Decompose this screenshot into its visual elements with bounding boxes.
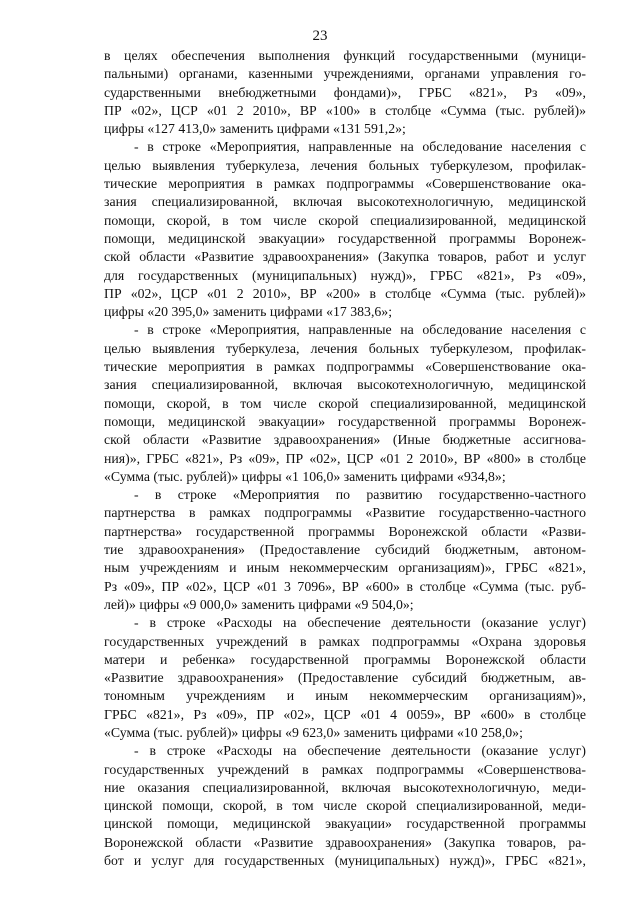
text-line: ным учреждениям и иным некоммерческим организациям)», ГРБС «821»,: [104, 560, 586, 576]
text-line: государственных учреждений в рамках подпрограммы «Охрана здоровья: [104, 633, 586, 649]
paragraph-first-line: - в строке «Мероприятия, направленные на обследование населения с: [134, 322, 586, 338]
text-line: для государственных (муниципальных) нужд)», ГРБС «821», Рз «09»,: [104, 267, 586, 283]
text-line: государственных учреждений в рамках подпрограммы «Совершенствова-: [104, 761, 586, 777]
page-number: 23: [312, 28, 328, 44]
text-line: ния)», ГРБС «821», Рз «09», ПР «02», ЦСР «01 2 2010», ВР «800» в столбце: [104, 450, 586, 466]
text-line: помощи, медицинской эвакуации» государственной программы Воронеж-: [104, 413, 586, 429]
text-line: помощи, медицинской эвакуации» государственной программы Воронеж-: [104, 230, 586, 246]
text-line: «Сумма (тыс. рублей)» цифры «1 106,0» заменить цифрами «934,8»;: [104, 468, 506, 484]
text-line: тие здравоохранения» (Предоставление субсидий бюджетным, автоном-: [104, 542, 586, 558]
text-line: тические мероприятия в рамках подпрограммы «Совершенствование ока-: [104, 176, 586, 192]
text-line: ПР «02», ЦСР «01 2 2010», ВР «100» в столбце «Сумма (тыс. рублей)»: [104, 102, 586, 118]
text-line: Рз «09», ПР «02», ЦСР «01 3 7096», ВР «600» в столбце «Сумма (тыс. руб-: [104, 578, 586, 594]
text-line: ской области «Развитие здравоохранения» (Иные бюджетные ассигнова-: [104, 432, 586, 448]
text-line: помощи, скорой, в том числе скорой специализированной, медицинской: [104, 212, 586, 228]
paragraph-first-line: - в строке «Расходы на обеспечение деятельности (оказание услуг): [134, 743, 586, 759]
text-line: ГРБС «821», Рз «09», ПР «02», ЦСР «01 4 0059», ВР «600» в столбце: [104, 706, 586, 722]
text-line: лей)» цифры «9 000,0» заменить цифрами «9 504,0»;: [104, 596, 414, 612]
text-line: целью выявления туберкулеза, лечения больных туберкулезом, профилак-: [104, 340, 586, 356]
text-line: помощи, скорой, в том числе скорой специализированной, медицинской: [104, 395, 586, 411]
text-line: «Развитие здравоохранения» (Предоставление субсидий бюджетным, ав-: [104, 670, 586, 686]
text-line: бот и услуг для государственных (муниципальных) нужд)», ГРБС «821»,: [104, 853, 586, 869]
text-line: партнерства в рамках подпрограммы «Развитие государственно-частного: [104, 505, 586, 521]
text-line: партнерства» государственной программы Воронежской области «Разви-: [104, 523, 586, 539]
text-line: тономным учреждениям и иным некоммерческим организациям)»,: [104, 688, 586, 704]
document-body: [104, 47, 586, 870]
text-line: пальными) органами, казенными учреждениями, органами управления го-: [104, 66, 586, 82]
text-line: ПР «02», ЦСР «01 2 2010», ВР «200» в столбце «Сумма (тыс. рублей)»: [104, 285, 586, 301]
paragraph-first-line: - в строке «Мероприятия, направленные на обследование населения с: [134, 139, 586, 155]
text-line: ской области «Развитие здравоохранения» (Закупка товаров, работ и услуг: [104, 249, 586, 265]
text-line: целью выявления туберкулеза, лечения больных туберкулезом, профилак-: [104, 157, 586, 173]
text-line: тические мероприятия в рамках подпрограммы «Совершенствование ока-: [104, 359, 586, 375]
text-line: Воронежской области «Развитие здравоохранения» (Закупка товаров, ра-: [104, 834, 586, 850]
text-line: цифры «20 395,0» заменить цифрами «17 383,6»;: [104, 304, 393, 320]
text-line: цинской помощи, скорой, в том числе скорой специализированной, меди-: [104, 798, 586, 814]
text-line: «Сумма (тыс. рублей)» цифры «9 623,0» заменить цифрами «10 258,0»;: [104, 724, 523, 740]
paragraph-first-line: - в строке «Расходы на обеспечение деятельности (оказание услуг): [134, 615, 586, 631]
text-line: цифры «127 413,0» заменить цифрами «131 591,2»;: [104, 121, 406, 137]
text-line: матери и ребенка» государственной программы Воронежской области: [104, 651, 586, 667]
text-line: сударственными внебюджетными фондами)», ГРБС «821», Рз «09»,: [104, 84, 586, 100]
text-line: зания специализированной, включая высокотехнологичную, медицинской: [104, 194, 586, 210]
text-line: ние оказания специализированной, включая высокотехнологичную, меди-: [104, 779, 586, 795]
text-line: в целях обеспечения выполнения функций государственными (муници-: [104, 48, 586, 63]
paragraph-first-line: - в строке «Мероприятия по развитию государственно-частного: [134, 487, 586, 503]
text-line: цинской помощи, медицинской эвакуации» государственной программы: [104, 816, 586, 832]
text-line: зания специализированной, включая высокотехнологичную, медицинской: [104, 377, 586, 393]
